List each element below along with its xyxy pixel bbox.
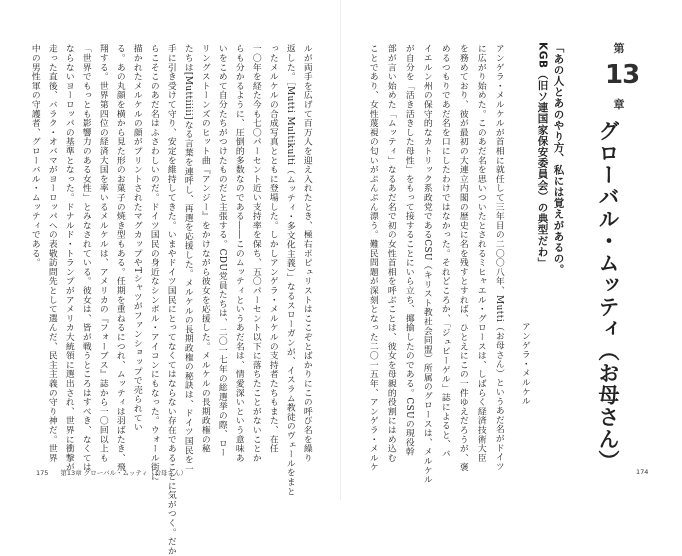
- chapter-prefix: 第: [613, 42, 625, 55]
- body-line: 翔する。世界第四位の経済大国を率いるメルケルは、アメリカの『フォーブス』誌から一〇回以上も: [97, 44, 108, 463]
- page-number-right: 174: [636, 468, 649, 476]
- body-line: ルが両手を広げて百万人を迎え入れたとき、極右ポピュリストはここぞとばかりにこの呼び名を繰り: [301, 44, 312, 463]
- body-line: が自分を「活き活きした母性」をもって接することにいら立ち、揶揄したのである。CSUの現役幹: [403, 44, 414, 457]
- body-line: らも分かるように、圧倒的多数なのである――このムッティというあだ名は、情愛深いという意味あ: [233, 44, 244, 463]
- body-line: めるつもりであだ名を口にしたわけではなかった。それどころか、「ジュビーゲル」誌によると、バ: [439, 44, 450, 459]
- body-line: イエルン州の保守的なカトリック系政党であるCSU（キリスト教社会同盟）所属のグロースは、メルケル: [421, 44, 432, 485]
- page-gutter: [340, 0, 341, 500]
- body-line: 描かれたメルケルの顔がプリントされたマグカップやTシャツがファンショップで売られてい: [131, 44, 142, 432]
- body-line: を務めており、彼が最初の大連立内閣の歴史に名を残すとすれば、ひとえにこの一件ゆえだろうが、褒: [457, 44, 468, 472]
- body-line: に広がり始めた。このあだ名を思いついたとされるミヒャエル・グロースは、しばらく経済技術大臣: [475, 44, 486, 463]
- body-line: 「世界でもっとも影響力のある女性」とみなされている。彼女は、皆が戦うところはすべき、なくては: [80, 44, 91, 472]
- body-line: 部が言い始めた「ムッティ」なるあだ名で初の女性首相を呼ぶことは、彼女を母親的役割にはめ込む: [385, 44, 396, 463]
- body-line: ならないヨーロッパの基準となった。ドナルド・トランプがアメリカ大統領に選出され、世界に衝撃が: [63, 44, 74, 472]
- body-line: ったメルケルの合成写真とともに登場した。しかしアンゲラ・メルケルの支持者たちもまた、在任: [267, 44, 278, 454]
- body-line: る。あの丸顔を横から見た形のお菓子の焼き型もある。任期を重ねるにつれ、ムッティは羽ばたき、飛: [114, 44, 125, 472]
- body-line: 一〇年を経た今も七〇パーセント近い支持率を保ち、五〇パーセント以下に落ちたことがないことか: [250, 44, 261, 463]
- body-line: ことであり、女性蔑視の匂いがぷんぷん漂う。難民問題が深刻となった二〇一五年、アンゲラ・メルケ: [367, 44, 378, 472]
- chapter-number: 13: [605, 60, 640, 90]
- epigraph-line-1: 「あの人とあのやり方、私には覚えがあるの。: [552, 42, 565, 276]
- running-footer-left: [36, 468, 187, 477]
- epigraph-line-2: KGB（旧ソ連国家保安委員会）の典型だわ」: [536, 42, 549, 269]
- body-line: 返した。［Mutti Multikulti（ムッティ・多文化主義）」なるスローガンが、イスラム教徒のヴェールをまと: [284, 44, 295, 496]
- running-head-title: グローバル・ムッティ（お母さん）: [83, 469, 187, 477]
- body-line: らこそこのあだ名はふさわしいのだ。ドイツ国民の身近なシンボル・アイコンにもなった。ウォール街に: [148, 44, 159, 482]
- body-line: 走った直後、バラク・オバマがヨーロッパへの表敬訪問先として選んだ、民主主義の守り神だ。世界: [46, 44, 57, 463]
- body-line: たちは[Muttiiiii]なる言葉を連呼し、再選を応援した。メルケルの長期政権の秘訣は、ドイツ国民を一: [182, 44, 193, 474]
- body-line: 中の男性軍の守護者、グローバル・ムッティである。: [29, 44, 40, 268]
- page-number-left: 175: [36, 469, 49, 477]
- body-line: アンゲラ・メルケルが首相に就任して三年目の二〇〇八年、Mutti（お母さん）というあだ名がドイツ: [493, 44, 504, 471]
- chapter-label: [605, 40, 640, 112]
- chapter-suffix: 章: [613, 98, 625, 111]
- body-line: 手に引き受けて守り、安定を維持してきた。いまやドイツ国民にとってなくてはならない存在であることに気がつく。だか: [165, 44, 176, 556]
- body-line: リングストーンズのヒット曲『アンジー』をかけながら彼女を応援した。メルケルの長期政権の秘: [199, 44, 210, 454]
- running-head-chapter: 第13章: [60, 469, 82, 477]
- epigraph-attribution: アンゲラ・メルケル: [519, 322, 530, 406]
- body-line: いをこめて自分たちがつけたものだと主張する。CDU党員たちは、二〇一七年の総選挙の際、ロー: [216, 44, 227, 458]
- chapter-title: グローバル・ムッティ（お母さん）: [596, 120, 620, 472]
